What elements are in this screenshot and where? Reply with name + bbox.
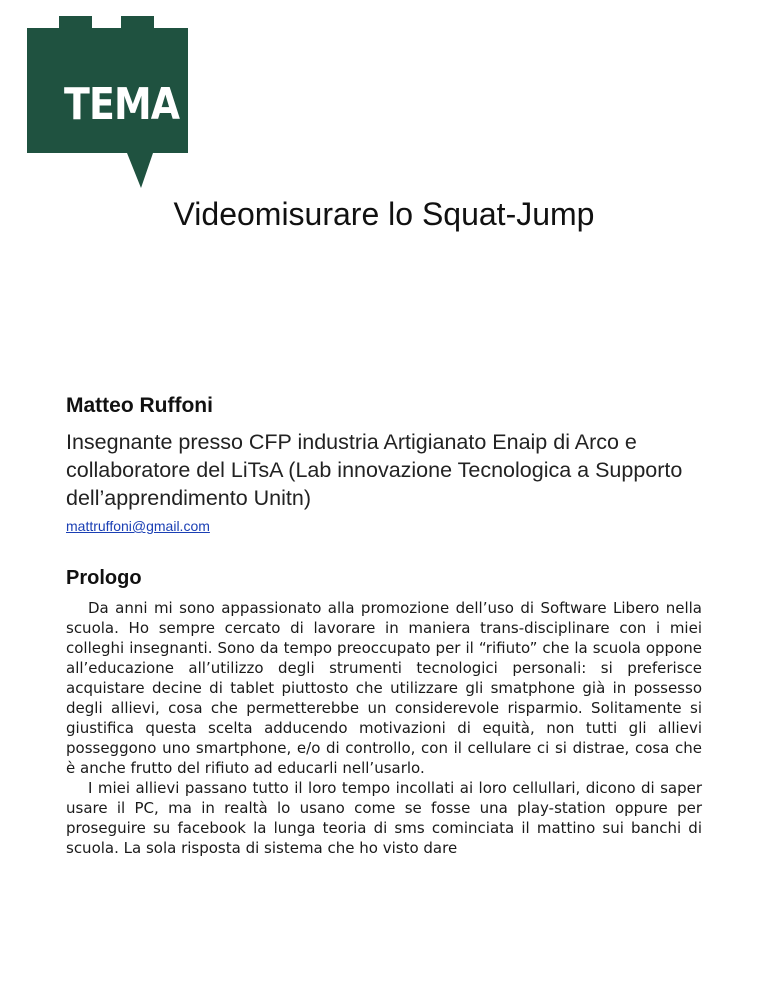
badge-label: TEMA <box>64 79 180 130</box>
author-affiliation: Insegnante presso CFP industria Artigianato Enaip di Arco e collaboratore del LiTsA (Lab innovazione Tecnologica a Supporto dell’apprendimento Unitn) <box>66 430 683 510</box>
author-email-link[interactable]: mattruffoni@gmail.com <box>66 518 210 534</box>
section-heading: Prologo <box>66 567 142 589</box>
section-body <box>66 598 702 858</box>
tema-badge <box>24 16 190 188</box>
paragraph: Da anni mi sono appassionato alla promozione dell’uso di Software Libero nella scuola. Ho sempre cercato di lavorare in maniera trans-disciplinare con i miei colleghi insegnanti. Sono da tempo preoccupato per il “rifiuto” che la scuola oppone all’educazione all’utilizzo degli strumenti tecnologici personali: si preferisce acquistare decine di tablet piuttosto che utilizzare gli smatphone già in possesso degli allievi, cosa che permetterebbe un considerevole risparmio. Solitamente si giustifica questa scelta adducendo motivazioni di equità, non tutti gli allievi posseggono uno smartphone, e/o di controllo, con il cellulare ci si distrae, cosa che è anche frutto del rifiuto ad educarli nell’usarlo. <box>66 599 702 777</box>
paragraph: I miei allievi passano tutto il loro tempo incollati ai loro cellullari, dicono di saper usare il PC, ma in realtà lo usano come se fosse una play-station oppure per proseguire su facebook la lunga teoria di sms cominciata il mattino sui banchi di scuola. La sola risposta di sistema che ho visto dare <box>66 779 702 857</box>
article-title: Videomisurare lo Squat-Jump <box>173 196 595 232</box>
author-name: Matteo Ruffoni <box>66 394 213 417</box>
